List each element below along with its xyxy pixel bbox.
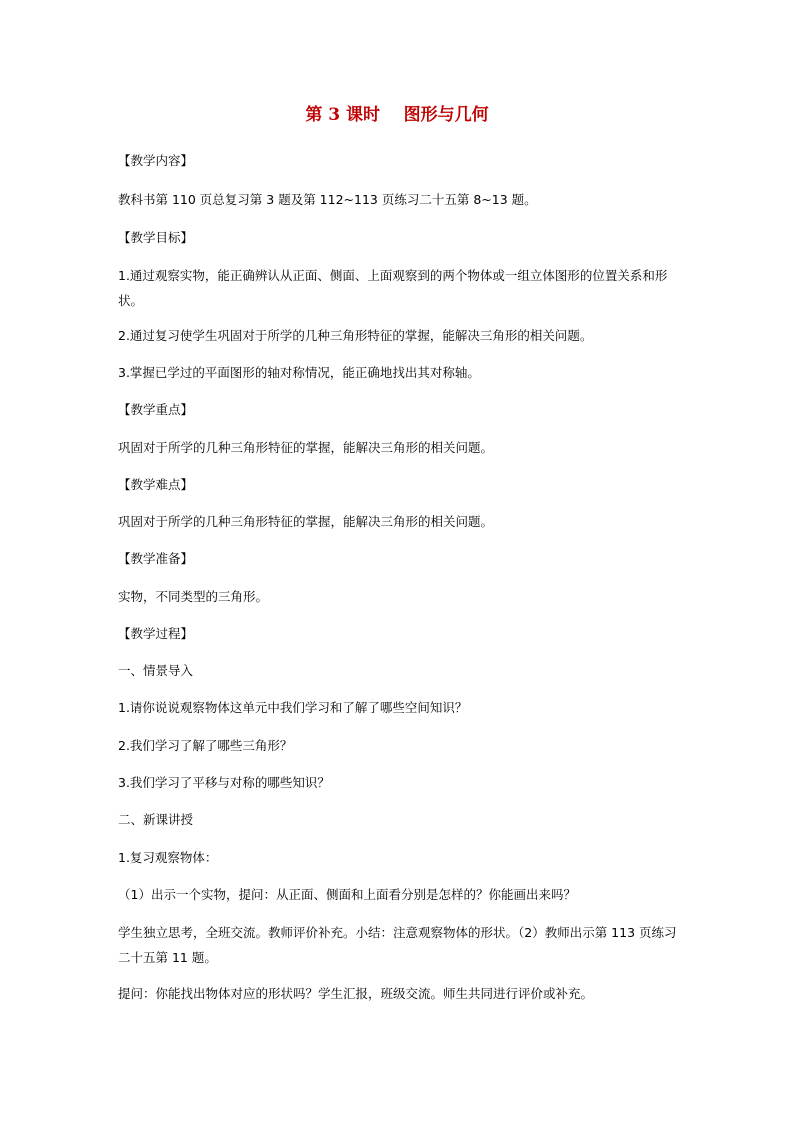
intro-question-3: 3.我们学习了平移与对称的哪些知识？ <box>118 775 330 790</box>
objective-2: 2.通过复习使学生巩固对于所学的几种三角形特征的掌握，能解决三角形的相关问题。 <box>118 328 593 343</box>
subheading-new-lesson: 二、新课讲授 <box>118 812 194 827</box>
intro-question-1: 1.请你说说观察物体这单元中我们学习和了解了哪些空间知识？ <box>118 700 468 715</box>
key-points-text: 巩固对于所学的几种三角形特征的掌握，能解决三角形的相关问题。 <box>118 440 494 455</box>
review-step-1: （1）出示一个实物，提问：从正面、侧面和上面看分别是怎样的？你能画出来吗？ <box>118 887 576 902</box>
content-text: 教科书第 110 页总复习第 3 题及第 112~113 页练习二十五第 8~13 题。 <box>118 192 537 207</box>
preparation-text: 实物，不同类型的三角形。 <box>118 589 269 604</box>
review-observation-heading: 1.复习观察物体： <box>118 850 218 865</box>
subheading-intro: 一、情景导入 <box>118 663 194 678</box>
section-heading-key-points: 【教学重点】 <box>118 402 194 417</box>
difficulties-text: 巩固对于所学的几种三角形特征的掌握，能解决三角形的相关问题。 <box>118 514 494 529</box>
intro-question-2: 2.我们学习了解了哪些三角形？ <box>118 738 293 753</box>
review-step-1-detail: 学生独立思考，全班交流。教师评价补充。小结：注意观察物体的形状。（2）教师出示第 113 页练习二十五第 11 题。 <box>118 925 677 965</box>
lesson-title: 第 3 课时 图形与几何 <box>305 105 489 125</box>
section-heading-preparation: 【教学准备】 <box>118 551 194 566</box>
section-heading-process: 【教学过程】 <box>118 626 194 641</box>
section-heading-objectives: 【教学目标】 <box>118 230 194 245</box>
review-step-2-question: 提问：你能找出物体对应的形状吗？学生汇报，班级交流。师生共同进行评价或补充。 <box>118 986 594 1001</box>
section-heading-content: 【教学内容】 <box>118 153 194 168</box>
section-heading-difficulties: 【教学难点】 <box>118 477 194 492</box>
objective-3: 3.掌握已学过的平面图形的轴对称情况，能正确地找出其对称轴。 <box>118 365 480 380</box>
objective-1: 1.通过观察实物，能正确辨认从正面、侧面、上面观察到的两个物体或一组立体图形的位置关系和形状。 <box>118 268 668 308</box>
